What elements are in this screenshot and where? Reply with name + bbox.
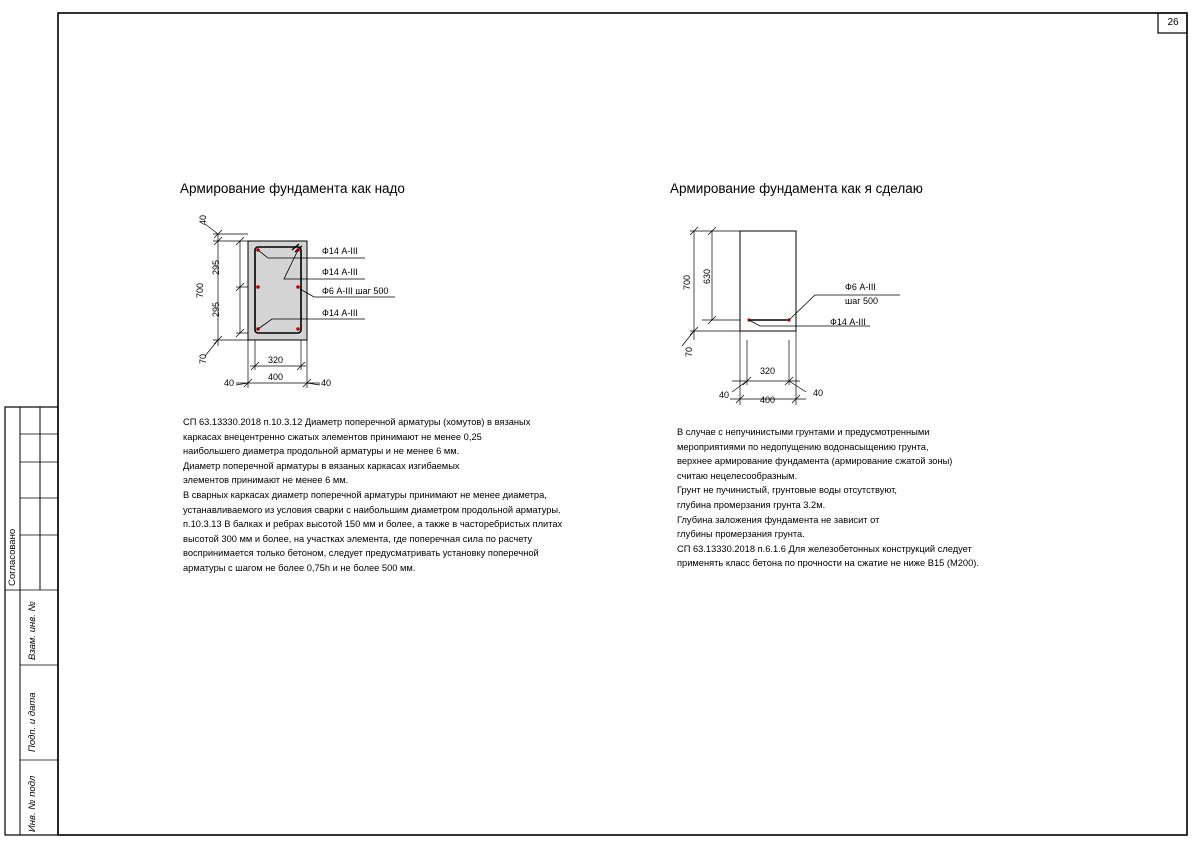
left-text-line: элементов принимают не менее 6 мм. [183, 475, 349, 486]
left-text-line: СП 63.13330.2018 п.10.3.12 Диаметр поперечной арматуры (хомутов) в вязаных [183, 417, 531, 427]
left-text-line: арматуры с шагом не более 0,75h и не более 500 мм. [183, 562, 416, 573]
left-title: Армирование фундамента как надо [180, 181, 405, 196]
right-text-line: глубины промерзания грунта. [677, 529, 805, 540]
rebar-mid-right [296, 285, 300, 289]
right-section-drawing [682, 227, 900, 405]
stamp-sign-date: Подп. и дата [27, 692, 38, 752]
right-concrete-section [740, 231, 796, 331]
stamp-agreed: Согласовано [7, 528, 18, 586]
right-text-line: верхнее армирование фундамента (армирование сжатой зоны) [677, 456, 953, 467]
stamp-inv-orig: Инв. № подл [27, 775, 38, 832]
callout-right-stirrup-2: шаг 500 [845, 296, 879, 306]
left-text-line: каркасах внецентренно сжатых элементов принимают не менее 0,25 [183, 431, 482, 442]
right-text-line: СП 63.13330.2018 п.6.1.6 Для железобетонных конструкций следует [677, 543, 972, 554]
right-text-line: Грунт не пучинистый, грунтовые воды отсутствуют, [677, 485, 897, 496]
right-text-block [677, 425, 979, 571]
dim-left-295-bot: 295 [211, 301, 221, 317]
left-section-drawing [195, 215, 395, 388]
callout-rebar-top: Ф14 А-III [322, 246, 358, 256]
right-text-line: глубина промерзания грунта 3.2м. [677, 499, 826, 510]
right-text-line: мероприятиями по недопущению водонасыщению грунта, [677, 441, 929, 452]
right-text-line: Глубина заложения фундамента не зависит от [677, 514, 880, 525]
dim-right-630: 630 [702, 268, 712, 284]
left-concrete-section [248, 241, 307, 340]
dim-left-400: 400 [268, 372, 284, 382]
dim-left-40-top: 40 [198, 214, 208, 225]
left-text-line: высотой 300 мм и более, на участках элемента, где поперечная сила по расчету [183, 533, 533, 544]
dim-right-70: 70 [684, 346, 694, 357]
right-title: Армирование фундамента как я сделаю [670, 181, 923, 196]
left-text-line: наибольшего диаметра продольной арматуры и не менее 6 мм. [183, 446, 460, 457]
dim-left-295-top: 295 [211, 259, 221, 275]
dim-right-40-r: 40 [813, 388, 824, 398]
right-text-line: В случае с непучинистыми грунтами и предусмотренными [677, 427, 930, 437]
left-text-line: воспринимается только бетоном, следует предусматривать установку поперечной [183, 548, 539, 559]
dim-right-400: 400 [760, 395, 776, 405]
page-number: 26 [1167, 17, 1179, 28]
dim-right-700: 700 [682, 274, 692, 290]
dim-left-320: 320 [268, 355, 284, 365]
dim-right-40-l: 40 [719, 390, 730, 400]
dim-right-320: 320 [760, 366, 776, 376]
callout-right-rebar: Ф14 А-III [830, 317, 866, 327]
left-text-line: устанавливаемого из условия сварки с наибольшим диаметром продольной арматуры. [183, 504, 561, 515]
left-text-block [183, 415, 562, 576]
right-text-line: применять класс бетона по прочности на сжатие не ниже В15 (М200). [677, 558, 979, 569]
dim-left-40-l: 40 [224, 378, 235, 388]
rebar-mid-left [256, 285, 260, 289]
callout-rebar-mid: Ф14 А-III [322, 267, 358, 277]
stamp-inv-replace: Взам. инв. № [27, 601, 38, 660]
dim-left-70: 70 [198, 353, 208, 364]
right-text-line: считаю нецелесообразным. [677, 470, 798, 481]
callout-right-stirrup-1: Ф6 А-III [845, 282, 876, 292]
left-text-line: В сварных каркасах диаметр поперечной арматуры принимают не менее диаметра, [183, 489, 547, 500]
left-text-line: Диаметр поперечной арматуры в вязаных каркасах изгибаемых [183, 460, 460, 471]
callout-rebar-bot: Ф14 А-III [322, 308, 358, 318]
rebar-bot-right [296, 327, 300, 331]
dim-left-700: 700 [195, 282, 205, 298]
dim-left-40-r: 40 [321, 378, 332, 388]
left-text-line: п.10.3.13 В балках и ребрах высотой 150 мм и более, а также в часторебристых плитах [183, 519, 563, 530]
callout-stirrup: Ф6 А-III шаг 500 [322, 286, 389, 296]
